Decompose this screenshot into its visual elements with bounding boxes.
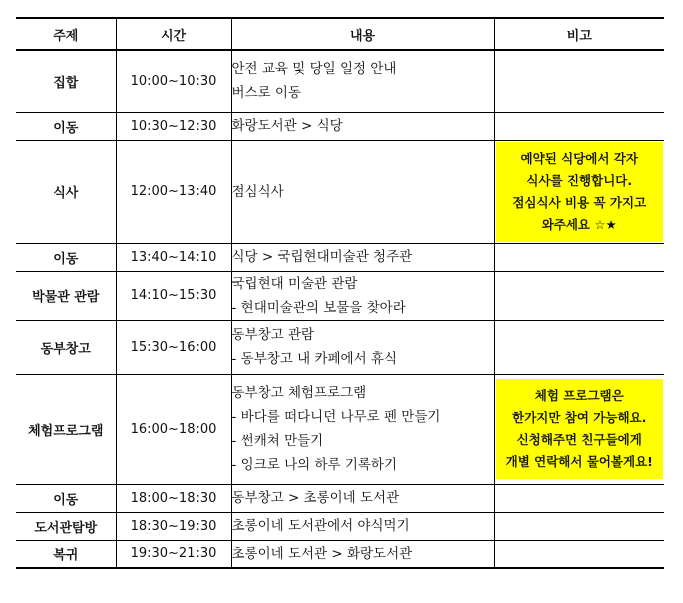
content-line: 안전 교육 및 당일 일정 안내	[231, 61, 397, 78]
content-line: - 현대미술관의 보물을 찾아라	[231, 299, 406, 316]
table-row	[16, 484, 664, 512]
schedule-body	[16, 50, 664, 568]
note-line: 신청해주면 친구들에게	[516, 432, 642, 447]
row-note	[494, 540, 664, 568]
note-line: 한가지만 참여 가능해요.	[512, 410, 647, 425]
row-time: 13:40~14:10	[116, 243, 231, 271]
note-line: 식사를 진행합니다.	[526, 172, 633, 188]
row-time: 10:30~12:30	[116, 112, 231, 140]
header-note: 비고	[494, 18, 664, 50]
content-line: 동부창고 관람	[231, 327, 315, 343]
highlight-note	[496, 142, 664, 242]
row-content	[231, 512, 494, 540]
table-row	[16, 112, 664, 140]
row-topic: 동부창고	[16, 320, 116, 374]
table-row	[16, 540, 664, 568]
content-line: 국립현대 미술관 관람	[231, 275, 358, 292]
content-line: - 바다를 떠다니던 나무로 펜 만들기	[231, 409, 441, 425]
row-content	[231, 50, 494, 112]
note-line: 체험 프로그램은	[534, 388, 624, 403]
content-line: - 동부창고 내 카페에서 휴식	[231, 351, 397, 367]
content-line: 화랑도서관 > 식당	[231, 118, 343, 134]
table-row	[16, 512, 664, 540]
row-topic: 집합	[16, 50, 116, 112]
content-line: 버스로 이동	[231, 85, 301, 102]
row-note	[494, 140, 664, 243]
table-row	[16, 243, 664, 271]
row-content	[231, 140, 494, 243]
row-content	[231, 243, 494, 271]
table-row	[16, 271, 664, 320]
row-topic: 이동	[16, 243, 116, 271]
row-time: 18:00~18:30	[116, 484, 231, 512]
content-line: 점심식사	[231, 183, 284, 200]
content-line: 초롱이네 도서관에서 야식먹기	[231, 518, 410, 534]
content-line: - 잉크로 나의 하루 기록하기	[231, 457, 397, 473]
row-time: 15:30~16:00	[116, 320, 231, 374]
table-row	[16, 140, 664, 243]
content-line: - 썬캐쳐 만들기	[231, 433, 324, 449]
note-line: 점심식사 비용 꼭 가지고	[512, 194, 647, 210]
row-time: 10:00~10:30	[116, 50, 231, 112]
row-note	[494, 112, 664, 140]
table-row	[16, 374, 664, 484]
header-row	[16, 18, 664, 50]
highlight-note	[496, 379, 664, 479]
row-topic: 박물관 관람	[16, 271, 116, 320]
content-line: 동부창고 > 초롱이네 도서관	[231, 490, 400, 506]
row-time: 12:00~13:40	[116, 140, 231, 243]
row-time: 16:00~18:00	[116, 374, 231, 484]
row-topic: 복귀	[16, 540, 116, 568]
schedule-table	[16, 17, 664, 569]
header-time: 시간	[116, 18, 231, 50]
row-content	[231, 112, 494, 140]
row-content	[231, 374, 494, 484]
row-content	[231, 320, 494, 374]
content-line: 초롱이네 도서관 > 화랑도서관	[231, 545, 413, 562]
content-line: 동부창고 체험프로그램	[231, 385, 367, 401]
row-note	[494, 271, 664, 320]
row-topic: 체험프로그램	[16, 374, 116, 484]
note-line: 개별 연락해서 물어볼게요!	[505, 454, 653, 469]
row-note	[494, 374, 664, 484]
row-time: 14:10~15:30	[116, 271, 231, 320]
header-topic: 주제	[16, 18, 116, 50]
row-content	[231, 484, 494, 512]
note-line: 예약된 식당에서 각자	[520, 150, 638, 166]
row-topic: 이동	[16, 484, 116, 512]
row-topic: 도서관탐방	[16, 512, 116, 540]
row-topic: 이동	[16, 112, 116, 140]
row-topic: 식사	[16, 140, 116, 243]
row-time: 19:30~21:30	[116, 540, 231, 568]
table-row	[16, 320, 664, 374]
row-content	[231, 271, 494, 320]
row-note	[494, 320, 664, 374]
row-note	[494, 243, 664, 271]
row-time: 18:30~19:30	[116, 512, 231, 540]
header-content: 내용	[231, 18, 494, 50]
content-line: 식당 > 국립현대미술관 청주관	[231, 249, 413, 265]
row-note	[494, 512, 664, 540]
row-note	[494, 484, 664, 512]
row-content	[231, 540, 494, 568]
note-line: 와주세요 ☆★	[541, 216, 617, 232]
row-note	[494, 50, 664, 112]
table-row	[16, 50, 664, 112]
